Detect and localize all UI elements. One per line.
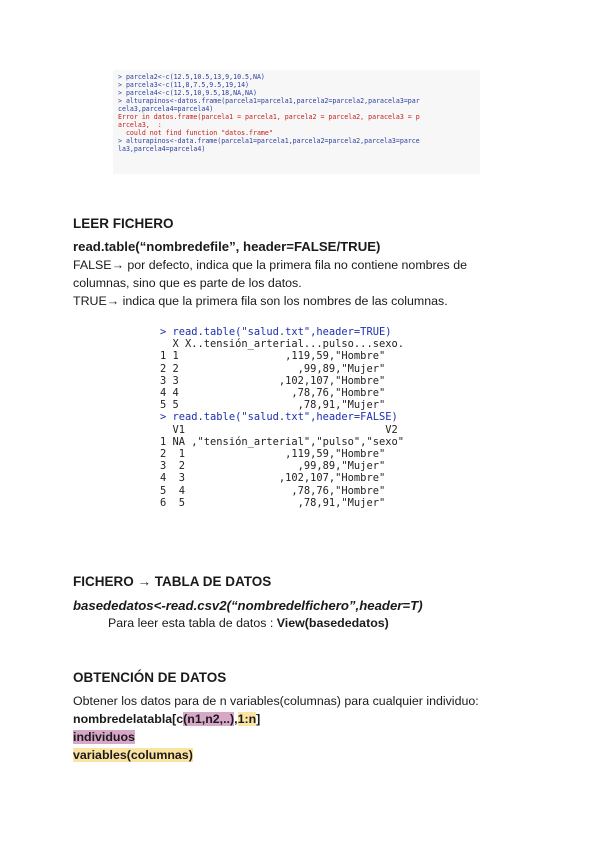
console-line: 3 3 ,102,107,"Hombre" [160, 374, 386, 387]
code-close-bracket: ] [256, 712, 261, 726]
console-line: cela3,parcela4=parcela4) [118, 105, 214, 113]
console-line: 2 2 ,99,89,"Mujer" [160, 362, 386, 375]
console-line: X X..tensión_arterial...pulso...sexo. [160, 338, 404, 351]
label-individuos-text: individuos [73, 730, 135, 744]
console-line: Error in datos.frame(parcela1 = parcela1, parcela2 = parcela2, paracela3 = p [118, 113, 420, 121]
console-line: 3 2 ,99,89,"Mujer" [160, 460, 386, 473]
label-individuos [73, 728, 135, 746]
console-line: > alturapinos<-datos.frame(parcela1=parcela1,parcela2=parcela2,paracela3=par [118, 97, 420, 105]
console-line: 5 4 ,78,76,"Hombre" [160, 484, 386, 497]
console-line: V1 V2 [160, 423, 398, 436]
console-line: 5 5 ,78,91,"Mujer" [160, 399, 386, 412]
console-line: la3,parcela4=parcela4) [118, 145, 206, 153]
code-table-name: nombredelatabla[c [73, 712, 184, 726]
text-false-line1: FALSE→ por defecto, indica que la primera fila no contiene nombres de [73, 258, 467, 272]
console-line: 4 4 ,78,76,"Hombre" [160, 387, 386, 400]
console-line: 2 1 ,119,59,"Hombre" [160, 448, 386, 461]
code-indexing [73, 710, 260, 728]
heading-fichero-tabla: FICHERO → TABLA DE DATOS [73, 574, 272, 589]
heading-leer-fichero: LEER FICHERO [73, 216, 174, 231]
console-line: > alturapinos<-data.frame(parcela1=parcela1,parcela2=parcela2,parcela3=parce [118, 137, 420, 145]
console-line: 1 1 ,119,59,"Hombre" [160, 350, 386, 363]
console-line: > parcela4<-c(12.5,10,9.5,18,NA,NA) [118, 89, 257, 97]
console-line: 4 3 ,102,107,"Hombre" [160, 472, 386, 485]
view-function: View(basededatos) [276, 616, 389, 630]
code-read-table: read.table(“nombredefile”, header=FALSE/TRUE) [73, 239, 381, 254]
text-true-line: TRUE→ indica que la primera fila son los nombres de las columnas. [73, 294, 448, 308]
console-screenshot-read-table [160, 326, 422, 530]
console-line: > parcela3<-c(11,8,7.5,9.5,19,14) [118, 81, 250, 89]
label-variables [73, 746, 193, 764]
label-variables-text: variables(columnas) [73, 748, 193, 762]
console-line: arcela3, : [118, 121, 162, 129]
code-comma: , [234, 712, 238, 726]
text-obtener-intro: Obtener los datos para de n variables(columnas) para cualquier individuo: [73, 694, 479, 708]
heading-obtencion-datos: OBTENCIÓN DE DATOS [73, 670, 227, 685]
code-cols-range: 1:n [237, 712, 257, 726]
console-screenshot-parcelas [113, 70, 480, 174]
console-line: 6 5 ,78,91,"Mujer" [160, 496, 386, 509]
code-read-csv2: basededatos<-read.csv2(“nombredelfichero”,header=T) [73, 598, 423, 613]
console-line: could not find function "datos.frame" [118, 129, 273, 137]
console-line: 1 NA ,"tensión_arterial","pulso","sexo" [160, 435, 404, 448]
text-view-instruction [108, 614, 389, 632]
code-rows-vector: (n1,n2,..) [183, 712, 235, 726]
text-false-line2: columnas, sino que es parte de los datos. [73, 276, 302, 290]
console-line: > parcela2<-c(12.5,10.5,13,9,10.5,NA) [118, 73, 265, 81]
console-line: > read.table("salud.txt",header=TRUE) [160, 326, 392, 338]
console-line: > read.table("salud.txt",header=FALSE) [160, 411, 398, 424]
view-instruction-prefix: Para leer esta tabla de datos : [108, 616, 277, 630]
